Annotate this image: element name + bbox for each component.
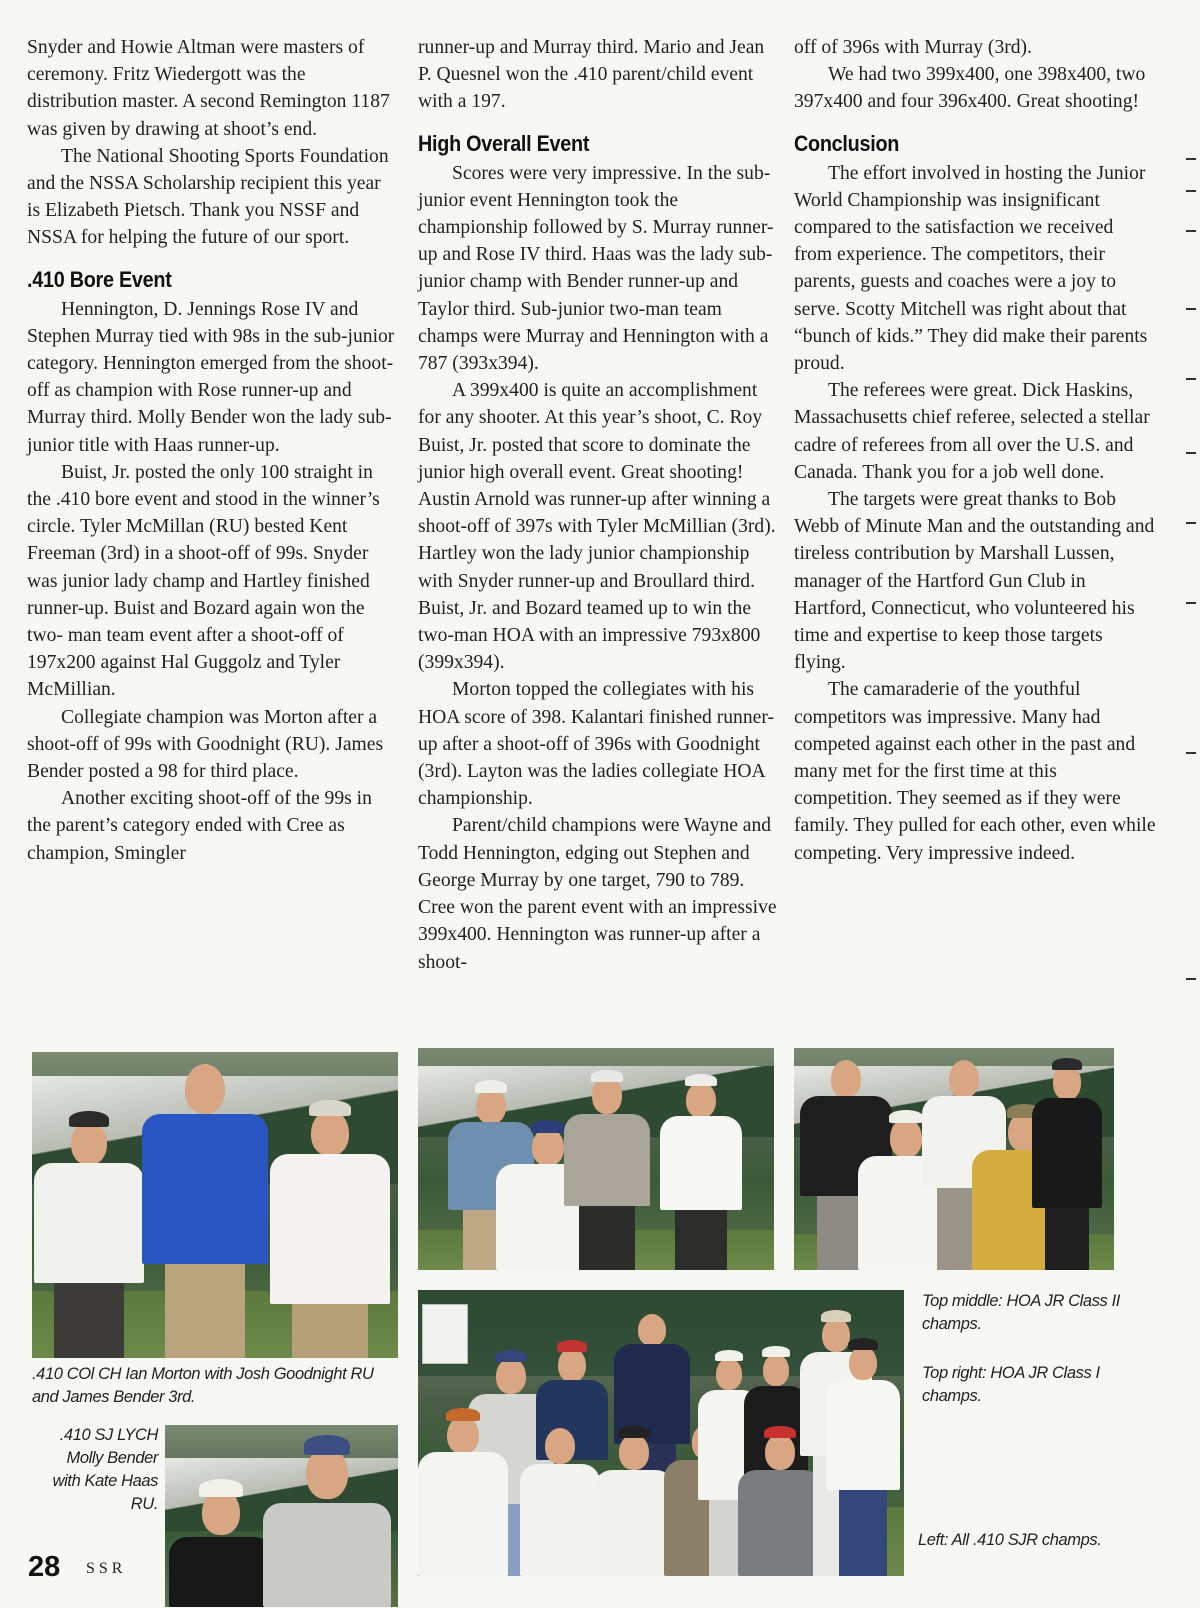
- article-paragraph: The targets were great thanks to Bob Webb of Minute Man and the outstanding and tireless contribution by Marshall Lussen, manager of the Hartford Gun Club in Hartford, Connecticut, who volunteered his time and expertise to keep those targets flying.: [794, 489, 1155, 674]
- section-heading: Conclusion: [794, 130, 900, 156]
- page-number: 28: [28, 1551, 61, 1583]
- article-paragraph: The National Shooting Sports Foundation and the NSSA Scholarship recipient this year is Elizabeth Pietsch. Thank you NSSF and NSSA for helping the future of our sport.: [27, 145, 389, 249]
- edge-mark: [1186, 190, 1196, 192]
- edge-mark: [1186, 308, 1196, 310]
- caption-top-middle: Top middle: HOA JR Class II champs.: [922, 1292, 1120, 1333]
- caption-top-right: Top right: HOA JR Class I champs.: [922, 1364, 1100, 1405]
- caption-left: Left: All .410 SJR champs.: [918, 1531, 1102, 1549]
- photo-collegiate-winners: [32, 1052, 398, 1358]
- article-column-2: [418, 34, 778, 976]
- article-paragraph: The effort involved in hosting the Junior World Championship was insignificant compared to the satisfaction we received from experience. The competitors, their parents, guests and coaches were a joy to serve. Scotty Mitchell was right about that “bunch of kids.” They did make their parents proud.: [794, 162, 1148, 375]
- article-paragraph: off of 396s with Murray (3rd).: [794, 37, 1032, 58]
- article-paragraph: Buist, Jr. posted the only 100 straight in the .410 bore event and stood in the winner’s circle. Tyler McMillan (RU) bested Kent Freeman (3rd) in a shoot-off of 99s. Snyder was junior lady champ and Hartley finished runner-up. Buist and Bozard again won the two- man team event after a shoot-off of 197x200 against Hal Guggolz and Tyler McMillian.: [27, 461, 380, 701]
- article-paragraph: Scores were very impressive. In the sub-junior event Hennington took the championship followed by S. Murray runner-up and Rose IV third. Haas was the lady sub-junior champ with Bender runner-up and Taylor third. Sub-junior two-man team champs were Murray and Hennington with a 787 (393x394).: [418, 162, 774, 375]
- article-paragraph: Another exciting shoot-off of the 99s in the parent’s category ended with Cree as champion, Smingler: [27, 788, 372, 864]
- magazine-name: SSR: [86, 1560, 127, 1577]
- edge-mark: [1186, 978, 1196, 980]
- article-paragraph: The referees were great. Dick Haskins, Massachusetts chief referee, selected a stellar cadre of referees from all over the U.S. and Canada. Thank you for a job well done.: [794, 380, 1150, 483]
- section-heading: .410 Bore Event: [27, 266, 172, 292]
- photo-hoa-jr-class-i: [794, 1048, 1114, 1270]
- edge-mark: [1186, 230, 1196, 232]
- article-paragraph: Collegiate champion was Morton after a shoot-off of 99s with Goodnight (RU). James Bender posted a 98 for third place.: [27, 706, 384, 783]
- article-paragraph: Morton topped the collegiates with his HOA score of 398. Kalantari finished runner-up after a shoot-off of 396s with Goodnight (3rd). Layton was the ladies collegiate HOA championship.: [418, 679, 774, 810]
- article-paragraph: Snyder and Howie Altman were masters of ceremony. Fritz Wiedergott was the distribution master. A second Remington 1187 was given by drawing at shoot’s end.: [27, 37, 390, 140]
- article-paragraph: We had two 399x400, one 398x400, two 397x400 and four 396x400. Great shooting!: [794, 64, 1146, 113]
- section-heading: High Overall Event: [418, 130, 590, 156]
- article-paragraph: The camaraderie of the youthful competitors was impressive. Many had competed against each other in the past and many met for the first time at this competition. They seemed as if they were family. They pulled for each other, even while competing. Very impressive indeed.: [794, 679, 1156, 864]
- article-paragraph: Hennington, D. Jennings Rose IV and Stephen Murray tied with 98s in the sub-junior category. Hennington emerged from the shoot-off as champion with Rose runner-up and Murray third. Molly Bender won the lady sub-junior title with Haas runner-up.: [27, 298, 395, 456]
- photo-lady-sub-junior: [165, 1425, 398, 1607]
- edge-mark: [1186, 158, 1196, 160]
- edge-mark: [1186, 452, 1196, 454]
- article-paragraph: A 399x400 is quite an accomplishment for any shooter. At this year’s shoot, C. Roy Buist, Jr. posted that score to dominate the junior high overall event. Great shooting! Austin Arnold was runner-up after winning a shoot-off of 397s with Tyler McMillian (3rd). Hartley won the lady junior championship with Snyder runner-up and Broullard third. Buist, Jr. and Bozard teamed up to win the two-man HOA with an impressive 793x800 (399x394).: [418, 380, 776, 674]
- edge-mark: [1186, 522, 1196, 524]
- photo-hoa-jr-class-ii: [418, 1048, 774, 1270]
- article-column-1: [27, 34, 397, 867]
- edge-mark: [1186, 602, 1196, 604]
- caption-lady-sub-junior: .410 SJ LYCH Molly Bender with Kate Haas RU.: [52, 1426, 158, 1513]
- caption-collegiate-winners: .410 COl CH Ian Morton with Josh Goodnight RU and James Bender 3rd.: [32, 1365, 374, 1406]
- photo-all-410-sjr-champs: [418, 1290, 904, 1576]
- edge-mark: [1186, 378, 1196, 380]
- article-paragraph: runner-up and Murray third. Mario and Jean P. Quesnel won the .410 parent/child event with a 197.: [418, 37, 765, 113]
- article-column-3: [794, 34, 1156, 867]
- edge-mark: [1186, 752, 1196, 754]
- article-paragraph: Parent/child champions were Wayne and Todd Hennington, edging out Stephen and George Murray by one target, 790 to 789. Cree won the parent event with an impressive 399x400. Hennington was runner-up after a shoot-: [418, 815, 777, 973]
